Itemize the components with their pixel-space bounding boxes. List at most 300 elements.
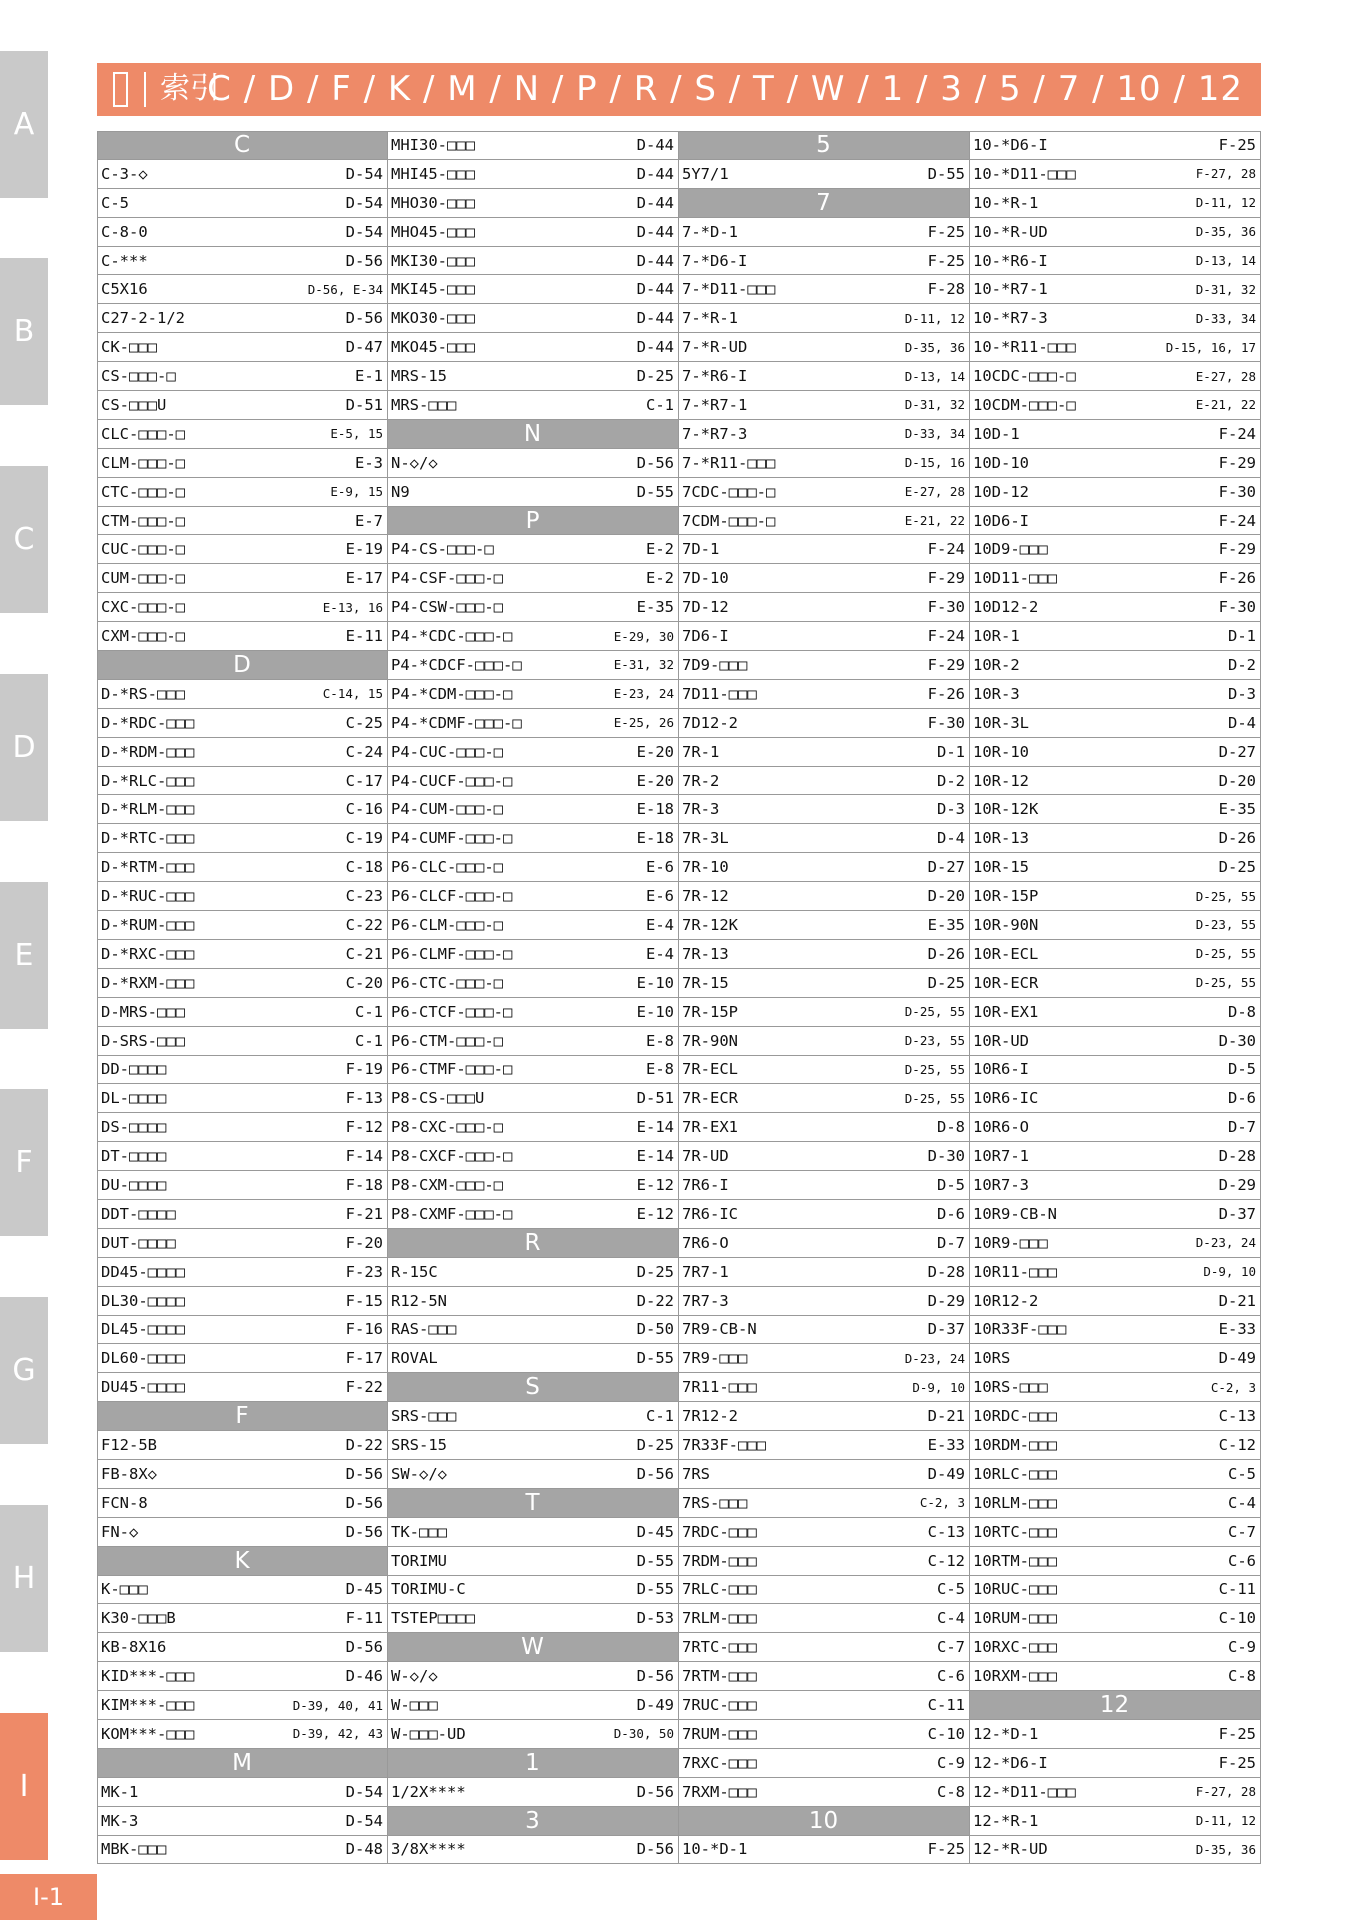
index-column-1 — [97, 131, 388, 1864]
page-reference: D-13, 14 — [1195, 253, 1256, 268]
index-row — [388, 969, 679, 998]
model-code: P4-CSW-□□□-□ — [391, 598, 503, 617]
index-row — [388, 940, 679, 969]
page-reference: D-56 — [636, 1840, 674, 1859]
side-tab-c[interactable]: C — [0, 466, 48, 613]
page-reference: D-37 — [1218, 1204, 1256, 1223]
model-code: DL30-□□□□ — [101, 1291, 185, 1310]
page-reference: F-25 — [927, 251, 965, 270]
page-reference: E-8 — [646, 1060, 674, 1079]
index-row — [679, 1171, 970, 1200]
model-code: R-15C — [391, 1262, 438, 1281]
index-row — [679, 1662, 970, 1691]
index-row — [388, 478, 679, 507]
page-reference: E-27, 28 — [904, 484, 965, 500]
index-row — [679, 1518, 970, 1547]
model-code: 7RS-□□□ — [682, 1493, 748, 1512]
model-code: 7-*R11-□□□ — [682, 453, 776, 472]
model-code: 10R6-I — [973, 1060, 1029, 1079]
page-reference: F-25 — [1218, 136, 1256, 155]
page-reference: D-30 — [927, 1147, 965, 1166]
page-reference: D-56 — [636, 1667, 674, 1686]
page-reference: C-17 — [345, 771, 383, 790]
index-row — [970, 1662, 1261, 1691]
page-reference: D-56, E-34 — [307, 281, 383, 297]
page-reference: F-25 — [1218, 1753, 1256, 1772]
page-reference: D-51 — [345, 395, 383, 414]
page-reference: E-29, 30 — [613, 628, 674, 644]
page-reference: D-54 — [345, 193, 383, 212]
page-reference: D-25, 55 — [1195, 888, 1256, 904]
model-code: 7RLC-□□□ — [682, 1580, 757, 1599]
page-reference: C-11 — [1218, 1580, 1256, 1599]
page-reference: E-35 — [927, 915, 965, 934]
page-reference: D-25 — [636, 367, 674, 386]
page-reference: E-17 — [345, 569, 383, 588]
model-code: 10-*D11-□□□ — [973, 164, 1076, 183]
model-code: 7R-15P — [682, 1002, 738, 1021]
index-row — [97, 795, 388, 824]
model-code: MRS-□□□ — [391, 395, 457, 414]
page-reference: E-33 — [1218, 1320, 1256, 1339]
page-reference: E-7 — [355, 511, 383, 530]
index-row — [388, 853, 679, 882]
model-code: 12-*D-1 — [973, 1724, 1039, 1743]
model-code: 7RTC-□□□ — [682, 1638, 757, 1657]
page-reference: D-50 — [636, 1320, 674, 1339]
index-row — [97, 535, 388, 564]
page-reference: D-25, 55 — [904, 1090, 965, 1106]
model-code: 10CDC-□□□-□ — [973, 367, 1076, 386]
page-reference: C-13 — [927, 1522, 965, 1541]
side-tab-f[interactable]: F — [0, 1089, 48, 1236]
model-code: 10R-10 — [973, 742, 1029, 761]
model-code: P4-*CDMF-□□□-□ — [391, 713, 522, 732]
index-row — [679, 969, 970, 998]
model-code: CLM-□□□-□ — [101, 453, 185, 472]
page-reference: D-31, 32 — [904, 397, 965, 413]
section-header: 5 — [679, 131, 970, 160]
page-reference: C-1 — [646, 395, 674, 414]
model-code: 7R9-CB-N — [682, 1320, 757, 1339]
index-row — [970, 1749, 1261, 1778]
page-reference: C-8 — [937, 1782, 965, 1801]
page-reference: D-44 — [636, 251, 674, 270]
index-row — [679, 593, 970, 622]
index-row — [970, 1171, 1261, 1200]
index-row — [970, 304, 1261, 333]
index-table — [97, 131, 1261, 1864]
model-code: 10CDM-□□□-□ — [973, 395, 1076, 414]
index-row — [679, 478, 970, 507]
index-row — [679, 1084, 970, 1113]
model-code: FN-◇ — [101, 1522, 139, 1541]
model-code: P4-CS-□□□-□ — [391, 540, 494, 559]
page-reference: D-35, 36 — [1195, 224, 1256, 240]
model-code: 12-*D11-□□□ — [973, 1782, 1076, 1801]
index-row — [388, 1720, 679, 1749]
page-reference: D-49 — [927, 1464, 965, 1483]
page-reference: D-56 — [345, 1638, 383, 1657]
side-tab-e[interactable]: E — [0, 882, 48, 1029]
index-letter-list: C / D / F / K / M / N / P / R / S / T / W / 1 / 3 / 5 / 7 / 10 / 12 — [207, 69, 1243, 109]
side-tab-g[interactable]: G — [0, 1297, 48, 1444]
model-code: P8-CXMF-□□□-□ — [391, 1204, 513, 1223]
index-row — [97, 449, 388, 478]
index-row — [679, 1229, 970, 1258]
model-code: 10-*R11-□□□ — [973, 338, 1076, 357]
index-row — [97, 1373, 388, 1402]
model-code: 7D-1 — [682, 540, 720, 559]
index-row — [679, 824, 970, 853]
page-reference: D-56 — [636, 453, 674, 472]
model-code: 7R9-□□□ — [682, 1349, 748, 1368]
model-code: K-□□□ — [101, 1580, 148, 1599]
index-row — [388, 1691, 679, 1720]
page-reference: C-4 — [1228, 1493, 1256, 1512]
model-code: C-3-◇ — [101, 164, 148, 183]
model-code: 7RDC-□□□ — [682, 1522, 757, 1541]
page-reference: D-54 — [345, 164, 383, 183]
index-row — [679, 1113, 970, 1142]
page-reference: E-12 — [636, 1176, 674, 1194]
page-reference: D-11, 12 — [904, 310, 965, 326]
model-code: 7R-3L — [682, 829, 729, 848]
page-reference: D-45 — [636, 1522, 674, 1541]
page-reference: E-21, 22 — [904, 513, 965, 529]
index-row — [970, 1056, 1261, 1085]
index-row — [388, 362, 679, 391]
model-code: 7D11-□□□ — [682, 684, 757, 703]
index-row — [970, 420, 1261, 449]
index-row — [97, 1344, 388, 1373]
model-code: P6-CLMF-□□□-□ — [391, 944, 513, 963]
page-reference: D-25, 55 — [904, 1004, 965, 1020]
index-row — [970, 1720, 1261, 1749]
index-row — [97, 391, 388, 420]
page-reference: E-35 — [1218, 800, 1256, 819]
page-reference: F-28 — [927, 280, 965, 299]
page-reference: D-21 — [927, 1407, 965, 1426]
page-reference: E-18 — [636, 800, 674, 819]
model-code: MKO30-□□□ — [391, 309, 475, 328]
model-code: TK-□□□ — [391, 1522, 447, 1541]
page-reference: D-3 — [937, 800, 965, 819]
section-header: 3 — [388, 1807, 679, 1836]
index-row — [97, 1778, 388, 1807]
model-code: 7-*D-1 — [682, 222, 738, 241]
index-row — [97, 969, 388, 998]
page-reference: D-49 — [636, 1696, 674, 1715]
index-row — [970, 1576, 1261, 1605]
index-row — [97, 333, 388, 362]
model-code: W-◇/◇ — [391, 1667, 438, 1686]
index-row — [970, 333, 1261, 362]
page-reference: E-10 — [636, 1002, 674, 1021]
page-reference: D-4 — [937, 829, 965, 848]
index-row — [970, 218, 1261, 247]
index-row — [97, 507, 388, 536]
model-code: 7RS — [682, 1464, 710, 1483]
index-row — [970, 824, 1261, 853]
index-row — [388, 622, 679, 651]
model-code: 7-*R7-3 — [682, 424, 748, 443]
index-row — [970, 1142, 1261, 1171]
model-code: 10R6-O — [973, 1118, 1029, 1137]
model-code: 7D-10 — [682, 569, 729, 588]
model-code: P4-*CDC-□□□-□ — [391, 627, 513, 646]
index-row — [679, 1142, 970, 1171]
page-reference: E-25, 26 — [613, 715, 674, 731]
page-reference: D-48 — [345, 1840, 383, 1859]
page-reference: F-17 — [345, 1349, 383, 1368]
model-code: 7R-ECR — [682, 1089, 738, 1108]
index-row — [97, 1489, 388, 1518]
model-code: CS-□□□U — [101, 395, 167, 414]
page-reference: F-27, 28 — [1195, 1784, 1256, 1800]
index-row — [97, 1056, 388, 1085]
index-row — [970, 535, 1261, 564]
page-reference: D-31, 32 — [1195, 281, 1256, 297]
model-code: MHI30-□□□ — [391, 136, 475, 155]
model-code: 10R9-□□□ — [973, 1233, 1048, 1252]
page-reference: D-56 — [345, 251, 383, 270]
model-code: 10-*R7-1 — [973, 280, 1048, 299]
page-reference: F-24 — [927, 540, 965, 559]
page-number: I-1 — [0, 1874, 97, 1920]
model-code: D-*RLM-□□□ — [101, 800, 195, 819]
index-row — [97, 478, 388, 507]
model-code: CUC-□□□-□ — [101, 540, 185, 559]
model-code: D-*RXM-□□□ — [101, 973, 195, 992]
index-row — [97, 622, 388, 651]
index-row — [97, 1633, 388, 1662]
index-row — [388, 1287, 679, 1316]
model-code: 10RXM-□□□ — [973, 1667, 1057, 1686]
page-reference: D-15, 16 — [904, 455, 965, 471]
model-code: 7CDC-□□□-□ — [682, 482, 776, 501]
model-code: CS-□□□-□ — [101, 367, 176, 386]
index-row — [97, 564, 388, 593]
page-reference: D-25, 55 — [1195, 975, 1256, 991]
page-reference: D-25 — [1218, 858, 1256, 877]
index-row — [388, 1171, 679, 1200]
index-row — [970, 1229, 1261, 1258]
index-row — [388, 709, 679, 738]
model-code: 10-*R-UD — [973, 222, 1048, 241]
index-row — [388, 680, 679, 709]
index-row — [97, 1113, 388, 1142]
page-reference: F-25 — [1218, 1724, 1256, 1743]
model-code: CXC-□□□-□ — [101, 598, 185, 617]
model-code: 7R-EX1 — [682, 1118, 738, 1137]
model-code: P4-CSF-□□□-□ — [391, 569, 503, 588]
index-row — [388, 391, 679, 420]
index-row — [970, 795, 1261, 824]
index-row — [970, 160, 1261, 189]
page-reference: D-5 — [937, 1176, 965, 1194]
page-reference: E-6 — [646, 858, 674, 877]
index-row — [970, 1113, 1261, 1142]
page-reference: D-20 — [1218, 771, 1256, 790]
index-row — [679, 1489, 970, 1518]
page-reference: C-10 — [1218, 1609, 1256, 1628]
index-row — [388, 1460, 679, 1489]
page-reference: F-26 — [1218, 569, 1256, 588]
model-code: 10R-3L — [973, 713, 1029, 732]
page-reference: F-14 — [345, 1147, 383, 1166]
page-reference: D-56 — [345, 1493, 383, 1512]
index-row — [388, 275, 679, 304]
index-row — [970, 1778, 1261, 1807]
index-row — [970, 1402, 1261, 1431]
model-code: F12-5B — [101, 1436, 157, 1455]
model-code: CXM-□□□-□ — [101, 627, 185, 646]
index-column-4 — [970, 131, 1261, 1864]
model-code: TORIMU — [391, 1551, 447, 1570]
page-reference: D-47 — [345, 338, 383, 357]
model-code: KOM***-□□□ — [101, 1724, 195, 1743]
page-reference: E-14 — [636, 1118, 674, 1137]
index-row — [679, 911, 970, 940]
model-code: 7R-12 — [682, 887, 729, 906]
index-row — [97, 853, 388, 882]
page-reference: F-11 — [345, 1609, 383, 1628]
index-row — [970, 680, 1261, 709]
page-reference: E-19 — [345, 540, 383, 559]
model-code: 7R7-1 — [682, 1262, 729, 1281]
page-reference: C-6 — [937, 1667, 965, 1686]
model-code: 7RXC-□□□ — [682, 1753, 757, 1772]
page-reference: D-39, 42, 43 — [292, 1726, 383, 1742]
model-code: KB-8X16 — [101, 1638, 167, 1657]
index-row — [679, 535, 970, 564]
page-reference: D-23, 24 — [1195, 1235, 1256, 1251]
index-row — [388, 1316, 679, 1345]
index-row — [970, 882, 1261, 911]
model-code: 10RLM-□□□ — [973, 1493, 1057, 1512]
index-row — [679, 391, 970, 420]
page-reference: D-55 — [636, 1580, 674, 1599]
page-reference: D-56 — [345, 309, 383, 328]
side-tab-h[interactable]: H — [0, 1505, 48, 1652]
page-title: 索引 — [160, 71, 220, 106]
page-reference: D-5 — [1228, 1060, 1256, 1079]
page-reference: D-11, 12 — [1195, 195, 1256, 211]
section-header: R — [388, 1229, 679, 1258]
model-code: 10R-ECR — [973, 973, 1039, 992]
page-reference: F-24 — [1218, 511, 1256, 530]
index-row — [679, 1258, 970, 1287]
page-reference: E-8 — [646, 1031, 674, 1050]
index-row — [388, 1431, 679, 1460]
model-code: MKI30-□□□ — [391, 251, 475, 270]
page-reference: C-9 — [1228, 1638, 1256, 1657]
index-row — [679, 304, 970, 333]
page-reference: D-7 — [937, 1233, 965, 1252]
model-code: 7-*R6-I — [682, 367, 748, 386]
model-code: MHO45-□□□ — [391, 222, 475, 241]
index-row — [970, 564, 1261, 593]
index-row — [679, 1373, 970, 1402]
model-code: MBK-□□□ — [101, 1840, 167, 1859]
page-reference: F-29 — [1218, 453, 1256, 472]
index-row — [970, 911, 1261, 940]
page-reference: D-4 — [1228, 713, 1256, 732]
index-row — [970, 275, 1261, 304]
section-header: N — [388, 420, 679, 449]
side-tab-a[interactable]: A — [0, 51, 48, 198]
model-code: FB-8X◇ — [101, 1464, 157, 1483]
page-reference: F-16 — [345, 1320, 383, 1339]
index-row — [679, 853, 970, 882]
model-code: RAS-□□□ — [391, 1320, 457, 1339]
page-reference: D-44 — [636, 222, 674, 241]
model-code: 7RUM-□□□ — [682, 1724, 757, 1743]
page-reference: E-31, 32 — [613, 657, 674, 673]
model-code: 10D-1 — [973, 424, 1020, 443]
side-tab-b[interactable]: B — [0, 258, 48, 405]
model-code: 7R-12K — [682, 915, 738, 934]
index-row — [388, 998, 679, 1027]
model-code: MHI45-□□□ — [391, 164, 475, 183]
model-code: 10R-3 — [973, 684, 1020, 703]
page-reference: D-20 — [927, 887, 965, 906]
index-row — [679, 738, 970, 767]
page-reference: D-44 — [636, 309, 674, 328]
model-code: MK-1 — [101, 1782, 139, 1801]
index-row — [679, 1402, 970, 1431]
index-row — [97, 824, 388, 853]
page-reference: C-12 — [1218, 1436, 1256, 1455]
index-row — [970, 767, 1261, 796]
side-tab-i[interactable]: I — [0, 1713, 48, 1860]
model-code: P6-CTC-□□□-□ — [391, 973, 503, 992]
page-reference: C-23 — [345, 887, 383, 906]
model-code: 10D-10 — [973, 453, 1029, 472]
index-row — [388, 160, 679, 189]
model-code: 10R-2 — [973, 655, 1020, 674]
section-header: 10 — [679, 1807, 970, 1836]
page-reference: D-3 — [1228, 684, 1256, 703]
model-code: P6-CTMF-□□□-□ — [391, 1060, 513, 1079]
page-reference: F-29 — [1218, 540, 1256, 559]
section-header: W — [388, 1633, 679, 1662]
index-row — [679, 218, 970, 247]
index-row — [97, 1027, 388, 1056]
model-code: C5X16 — [101, 280, 148, 299]
index-row — [679, 1720, 970, 1749]
model-code: 7R-90N — [682, 1031, 738, 1050]
page-reference: D-29 — [1218, 1176, 1256, 1194]
model-code: DS-□□□□ — [101, 1118, 167, 1137]
index-row — [970, 622, 1261, 651]
page-reference: E-13, 16 — [322, 599, 383, 615]
page-reference: E-20 — [636, 742, 674, 761]
model-code: KIM***-□□□ — [101, 1696, 195, 1715]
model-code: P4-CUMF-□□□-□ — [391, 829, 513, 848]
side-tab-d[interactable]: D — [0, 674, 48, 821]
model-code: 7-*R-1 — [682, 309, 738, 328]
model-code: 7R-13 — [682, 944, 729, 963]
index-row — [679, 1287, 970, 1316]
index-row — [679, 1547, 970, 1576]
index-row — [97, 1084, 388, 1113]
model-code: 7R6-I — [682, 1176, 729, 1194]
model-code: 10R7-1 — [973, 1147, 1029, 1166]
model-code: 7D9-□□□ — [682, 655, 748, 674]
page-reference: D-51 — [636, 1089, 674, 1108]
